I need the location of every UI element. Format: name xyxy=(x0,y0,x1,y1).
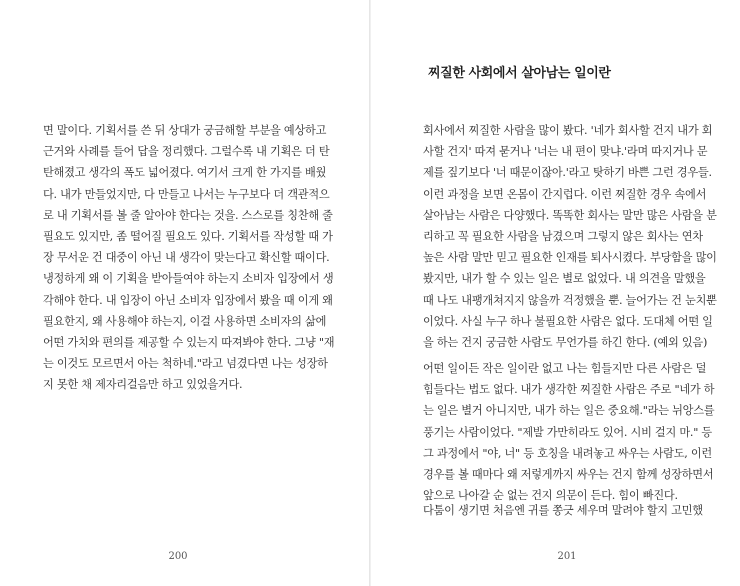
body-line: 다툼이 생기면 처음엔 귀를 쫑긋 세우며 말려야 할지 고민했 xyxy=(423,504,703,517)
body-line: 때 나도 내팽개쳐지지 않을까 걱정했을 뿐. 늘어가는 건 눈치뿐 xyxy=(423,293,717,307)
body-line: 봤지만, 내가 할 수 있는 일은 별로 없었다. 내 의견을 말했을 xyxy=(423,272,706,286)
right-page xyxy=(371,0,740,586)
left-page-body xyxy=(43,120,334,396)
body-line: 회사에서 찌질한 사람을 많이 봤다. '네가 회사할 건지 내가 회 xyxy=(423,124,713,137)
body-line: 각해야 한다. 내 입장이 아닌 소비자 입장에서 봤을 때 이게 왜 xyxy=(43,293,333,307)
body-line: 탄해졌고 생각의 폭도 넓어졌다. 여기서 크게 한 가지를 배웠 xyxy=(43,166,327,180)
body-line: 다. 내가 만들었지만, 다 만들고 나서는 누구보다 더 객관적으 xyxy=(43,187,330,201)
right-paragraph-2 xyxy=(423,358,714,506)
body-line: 힘들다는 법도 없다. 내가 생각한 찌질한 사람은 주로 "네가 하 xyxy=(423,383,715,397)
right-paragraph-1 xyxy=(423,120,717,353)
body-line: 사할 건지' 따져 묻거나 '너는 내 편이 맞냐.'라며 따지거나 문 xyxy=(423,145,708,159)
body-line: 지 못한 채 제자리걸음만 하고 있었을거다. xyxy=(43,378,243,392)
body-line: 높은 사람 말만 믿고 필요한 인재를 퇴사시켰다. 부당함을 많이 xyxy=(423,251,717,265)
page-number-right: 201 xyxy=(557,551,577,562)
body-line: 풍기는 사람이었다. "제발 가만히라도 있어. 시비 걸지 마." 등 xyxy=(423,425,712,439)
body-line: 는 이것도 모르면서 아는 척하네."라고 넘겼다면 나는 성장하 xyxy=(43,357,328,371)
body-line: 근거와 사례를 들어 답을 정리했다. 그럴수록 내 기획은 더 탄 xyxy=(43,145,330,159)
body-line: 리하고 꼭 필요한 사람을 남겼으며 그렇지 않은 회사는 연차 xyxy=(423,230,703,244)
body-line: 살아남는 사람은 다양했다. 똑똑한 회사는 말만 많은 사람을 분 xyxy=(423,208,717,222)
body-line: 필요도 있지만, 좀 떨어질 필요도 있다. 기획서를 작성할 때 가 xyxy=(43,230,333,244)
body-line: 앞으로 나아갈 순 없는 건지 의문이 든다. 힘이 빠진다. xyxy=(423,489,678,503)
body-line: 필요한지, 왜 사용해야 하는지, 이걸 사용하면 소비자의 삶에 xyxy=(43,314,327,328)
body-line: 는 일은 별거 아니지만, 내가 하는 일은 중요해."라는 뉘앙스를 xyxy=(423,404,715,418)
body-line: 경우를 볼 때마다 왜 저렇게까지 싸우는 건지 함께 성장하면서 xyxy=(423,468,714,482)
right-paragraph-3 xyxy=(423,500,703,521)
body-line: 이런 과정을 보면 온몸이 간지럽다. 이런 찌질한 경우 속에서 xyxy=(423,187,707,201)
chapter-title: 찌질한 사회에서 살아남는 일이란 xyxy=(428,66,611,81)
body-line: 냉정하게 왜 이 기획을 받아들여야 하는지 소비자 입장에서 생 xyxy=(43,272,334,286)
body-line: 면 말이다. 기획서를 쓴 뒤 상대가 궁금해할 부분을 예상하고 xyxy=(43,124,327,137)
body-line: 로 내 기획서를 볼 줄 알아야 한다는 것을. 스스로를 칭찬해 줄 xyxy=(43,208,333,222)
body-line: 이었다. 사실 누구 하나 불필요한 사람은 없다. 도대체 어떤 일 xyxy=(423,314,713,328)
body-line: 제를 짚기보다 '너 때문이잖아.'라고 탓하기 바쁜 그런 경우들. xyxy=(423,166,712,180)
body-line: 을 하는 건지 궁금한 사람도 무언가를 하긴 한다. (예외 있음) xyxy=(423,336,708,350)
body-line: 어떤 가치와 편의를 제공할 수 있는지 따져봐야 한다. 그냥 "재 xyxy=(43,336,335,350)
body-line: 그 과정에서 "야, 너" 등 호칭을 내려놓고 싸우는 사람도, 이런 xyxy=(423,446,712,460)
body-line: 어떤 일이든 작은 일이란 없고 나는 힘들지만 다른 사람은 덜 xyxy=(423,362,707,375)
body-line: 장 무서운 건 대중이 아닌 내 생각이 맞는다고 확신할 때이다. xyxy=(43,251,330,265)
page-number-left: 200 xyxy=(168,551,188,562)
